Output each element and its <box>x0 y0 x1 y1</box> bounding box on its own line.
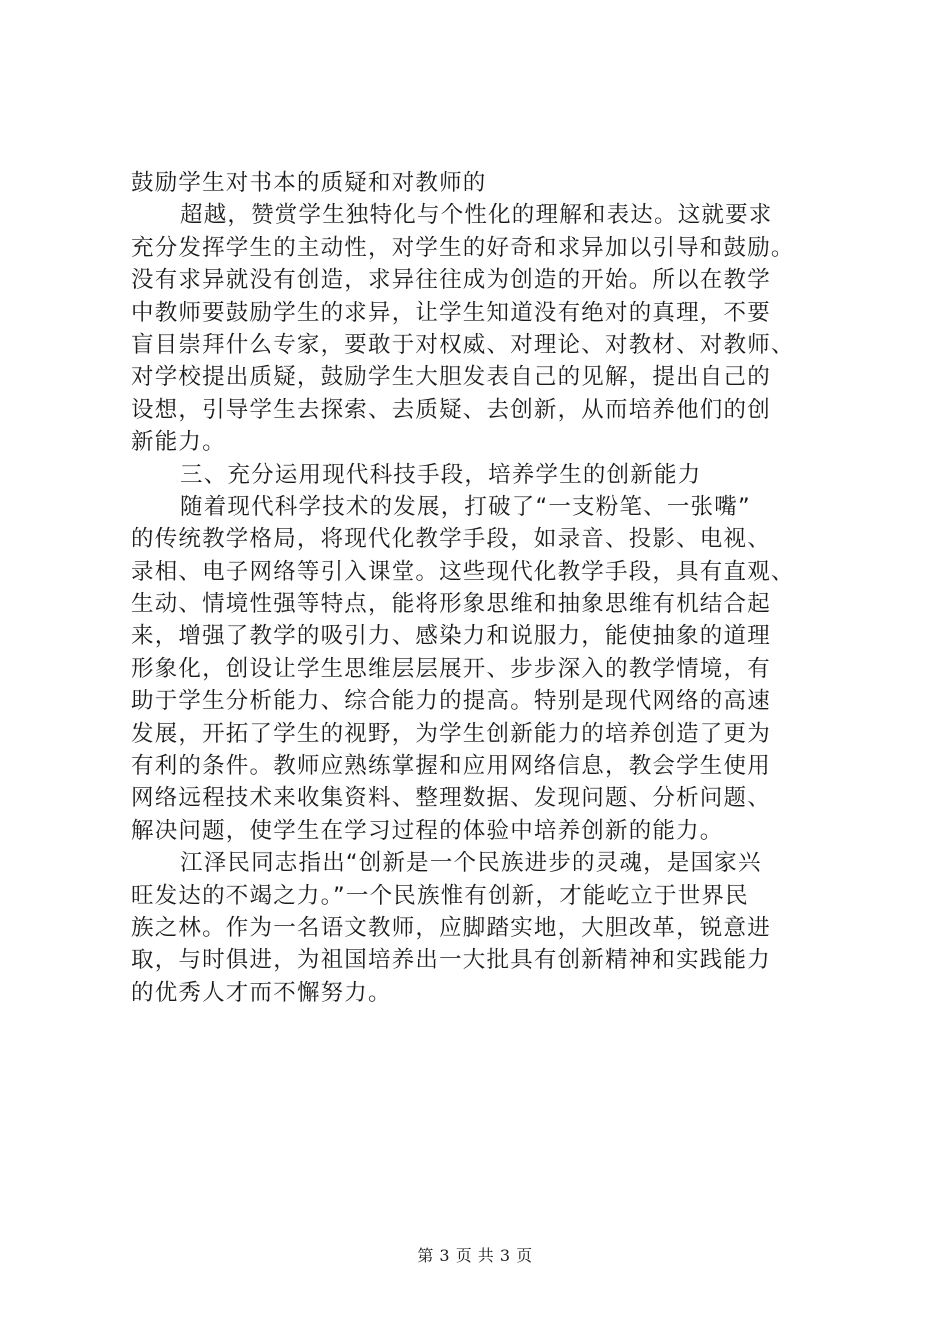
text-line: 形象化，创设让学生思维层层展开、步步深入的教学情境，有 <box>131 655 771 682</box>
text-line: 没有求异就没有创造，求异往往成为创造的开始。所以在教学 <box>131 267 771 294</box>
text-line: 旺发达的不竭之力。”一个民族惟有创新，才能屹立于世界民 <box>131 882 749 909</box>
page-footer: 第 3 页 共 3 页 <box>417 1246 533 1265</box>
text-line: 随着现代科学技术的发展，打破了“一支粉笔、一张嘴” <box>180 493 751 520</box>
text-line: 充分发挥学生的主动性，对学生的好奇和求异加以引导和鼓励。 <box>131 234 795 261</box>
text-line: 助于学生分析能力、综合能力的提高。特别是现代网络的高速 <box>131 688 771 715</box>
text-line: 中教师要鼓励学生的求异，让学生知道没有绝对的真理，不要 <box>131 299 771 326</box>
text-line: 发展，开拓了学生的视野，为学生创新能力的培养创造了更为 <box>131 720 771 747</box>
text-line: 网络远程技术来收集资料、整理数据、发现问题、分析问题、 <box>131 785 771 812</box>
text-line: 鼓励学生对书本的质疑和对教师的 <box>131 170 487 196</box>
text-line: 江泽民同志指出“创新是一个民族进步的灵魂，是国家兴 <box>180 850 762 877</box>
text-line: 盲目崇拜什么专家，要敢于对权威、对理论、对教材、对教师、 <box>131 331 795 358</box>
text-line: 的优秀人才而不懈努力。 <box>131 979 392 1006</box>
text-line: 设想，引导学生去探索、去质疑、去创新，从而培养他们的创 <box>131 396 771 423</box>
text-line: 超越，赞赏学生独特化与个性化的理解和表达。这就要求 <box>180 202 773 229</box>
text-line: 解决问题，使学生在学习过程的体验中培养创新的能力。 <box>131 817 724 844</box>
text-line: 取，与时俱进，为祖国培养出一大批具有创新精神和实践能力 <box>131 947 771 974</box>
text-line: 三、充分运用现代科技手段，培养学生的创新能力 <box>180 461 702 488</box>
text-line: 录相、电子网络等引入课堂。这些现代化教学手段，具有直观、 <box>131 558 795 585</box>
text-line: 族之林。作为一名语文教师，应脚踏实地，大胆改革，锐意进 <box>131 914 771 941</box>
text-line: 有利的条件。教师应熟练掌握和应用网络信息，教会学生使用 <box>131 753 771 780</box>
text-line: 的传统教学格局，将现代化教学手段，如录音、投影、电视、 <box>131 526 771 553</box>
text-line: 生动、情境性强等特点，能将形象思维和抽象思维有机结合起 <box>131 591 771 618</box>
text-line: 新能力。 <box>131 429 226 456</box>
text-line: 对学校提出质疑，鼓励学生大胆发表自己的见解，提出自己的 <box>131 364 771 391</box>
document-body <box>131 167 819 1009</box>
text-line: 来，增强了教学的吸引力、感染力和说服力，能使抽象的道理 <box>131 623 771 650</box>
